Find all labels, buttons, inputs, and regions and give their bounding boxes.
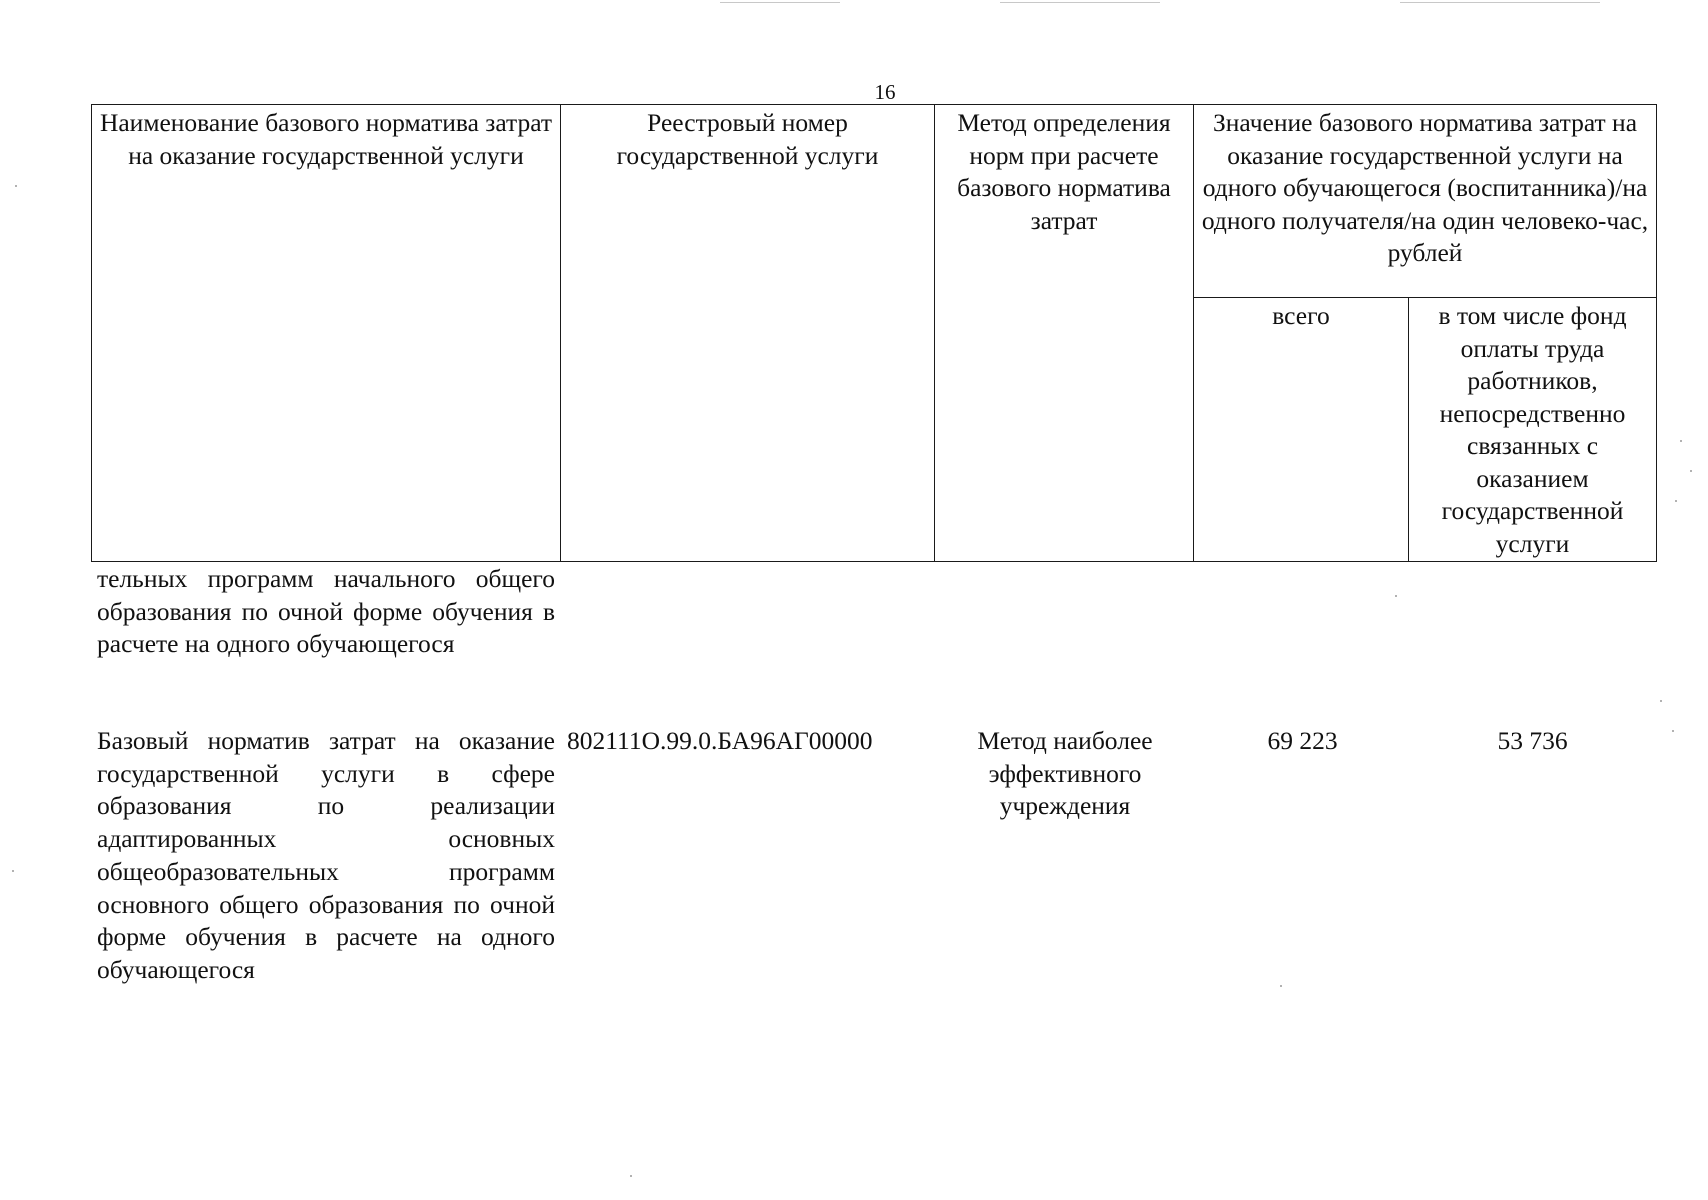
scan-speck bbox=[1280, 985, 1282, 987]
scan-speck bbox=[1675, 500, 1677, 502]
row-name: Базовый норматив затрат на оказание государственной услуги в сфере образования по реализации адаптированных основных общеобразовательных программ основного общего образования по очной форме обучения в расчете на одного обучающегося bbox=[97, 726, 555, 984]
scan-speck bbox=[15, 185, 17, 187]
header-col-values-group: Значение базового норматива затрат на оказание государственной услуги на одного обучающегося (воспитанника)/на одного получателя/на один человеко-час, рублей bbox=[1194, 105, 1657, 298]
header-col-total: всего bbox=[1194, 298, 1409, 562]
scan-speck bbox=[1395, 595, 1397, 597]
scan-speck bbox=[1680, 440, 1682, 442]
scan-speck bbox=[630, 1175, 632, 1177]
scan-line bbox=[1000, 2, 1160, 3]
header-table bbox=[91, 104, 1657, 562]
scan-speck bbox=[12, 870, 14, 872]
header-col-name: Наименование базового норматива затрат на оказание государственной услуги bbox=[92, 105, 561, 562]
scan-speck bbox=[1660, 700, 1662, 702]
scan-line bbox=[1400, 2, 1600, 3]
scan-speck bbox=[1690, 470, 1692, 472]
header-col-registry: Реестровый номер государственной услуги bbox=[561, 105, 935, 562]
row-total: 69 223 bbox=[1267, 726, 1338, 755]
scan-speck bbox=[1672, 730, 1674, 732]
row-method: Метод наиболее эффективного учреждения bbox=[977, 726, 1153, 821]
row-payroll: 53 736 bbox=[1497, 726, 1568, 755]
header-col-payroll: в том числе фонд оплаты труда работников, непосредственно связанных с оказанием государственной услуги bbox=[1409, 298, 1657, 562]
continuation-text: тельных программ начального общего образования по очной форме обучения в расчете на одного обучающегося bbox=[97, 564, 555, 659]
header-col-method: Метод определения норм при расчете базового норматива затрат bbox=[935, 105, 1194, 562]
row-registry-number: 802111О.99.0.БА96АГ00000 bbox=[567, 726, 873, 755]
page-number: 16 bbox=[874, 80, 896, 104]
scan-line bbox=[720, 2, 840, 3]
